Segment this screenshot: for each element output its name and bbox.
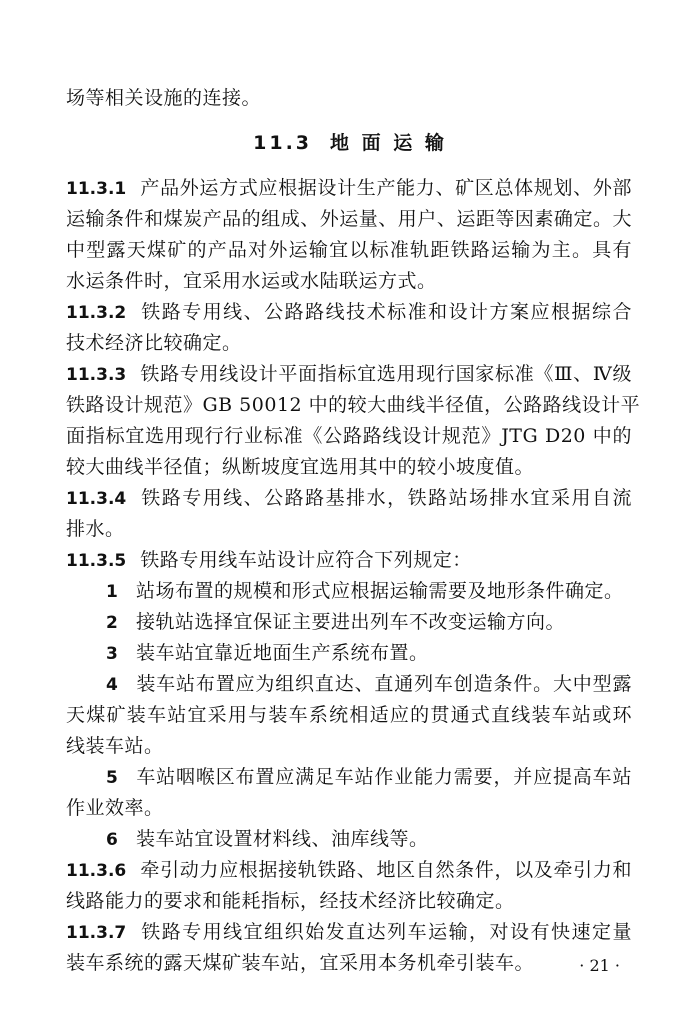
item-number: 2 [106,613,119,633]
clause-line: 11.3.7 铁路专用线宜组织始发直达列车运输，对设有快速定量 [66,921,632,943]
item-number: 3 [106,644,119,664]
clause-line: 排水。 [66,518,125,540]
clause-line: 铁路设计规范》GB 50012 中的较大曲线半径值，公路路线设计平 [66,394,641,416]
clause-line: 面指标宜选用现行行业标准《公路路线设计规范》JTG D20 中的 [66,425,632,447]
page-number: · 21 · [579,956,620,975]
clause-line: 11.3.6 牵引动力应根据接轨铁路、地区自然条件，以及牵引力和 [66,859,632,881]
list-item: 2 接轨站选择宜保证主要进出列车不改变运输方向。 [106,611,566,633]
list-item-line: 线装车站。 [66,735,164,757]
clause-number: 11.3.4 [66,489,127,509]
section-title: 地 面 运 输 [330,132,447,154]
clause-line: 线路能力的要求和能耗指标，经技术经济比较确定。 [66,890,515,912]
clause-line: 11.3.2 铁路专用线、公路路线技术标准和设计方案应根据综合 [66,301,632,323]
clause-line: 运输条件和煤炭产品的组成、外运量、用户、运距等因素确定。大 [66,208,632,230]
list-item: 5 车站咽喉区布置应满足车站作业能力需要，并应提高车站 [106,766,632,788]
clause-number: 11.3.3 [66,365,127,385]
item-number: 6 [106,830,119,850]
item-number: 4 [106,675,119,695]
list-item: 3 装车站宜靠近地面生产系统布置。 [106,642,429,664]
list-item-line: 作业效率。 [66,797,164,819]
clause-line: 装车系统的露天煤矿装车站，宜采用本务机牵引装车。 [66,952,535,974]
list-item: 4 装车站布置应为组织直达、直通列车创造条件。大中型露 [106,673,632,695]
clause-line: 11.3.1 产品外运方式应根据设计生产能力、矿区总体规划、外部 [66,177,632,199]
clause-number: 11.3.1 [66,179,127,199]
continuation-text: 场等相关设施的连接。 [66,87,262,109]
clause-line: 11.3.3 铁路专用线设计平面指标宜选用现行国家标准《Ⅲ、Ⅳ级 [66,363,632,385]
clause-line: 11.3.4 铁路专用线、公路路基排水，铁路站场排水宜采用自流 [66,487,632,509]
item-number: 5 [106,768,119,788]
clause-line: 水运条件时，宜采用水运或水陆联运方式。 [66,270,437,292]
list-item: 1 站场布置的规模和形式应根据运输需要及地形条件确定。 [106,580,624,602]
clause-number: 11.3.6 [66,861,127,881]
clause-line: 中型露天煤矿的产品对外运输宜以标准轨距铁路运输为主。具有 [66,239,632,261]
section-heading [0,128,700,155]
clause-number: 11.3.2 [66,303,127,323]
clause-number: 11.3.5 [66,551,127,571]
list-item-line: 天煤矿装车站宜采用与装车系统相适应的贯通式直线装车站或环 [66,704,632,726]
clause-line: 11.3.5 铁路专用线车站设计应符合下列规定： [66,549,472,571]
clause-line: 较大曲线半径值；纵断坡度宜选用其中的较小坡度值。 [66,456,535,478]
clause-line: 技术经济比较确定。 [66,332,242,354]
list-item: 6 装车站宜设置材料线、油库线等。 [106,828,429,850]
clause-number: 11.3.7 [66,923,127,943]
item-number: 1 [106,582,119,602]
section-number: 11.3 [253,132,313,154]
